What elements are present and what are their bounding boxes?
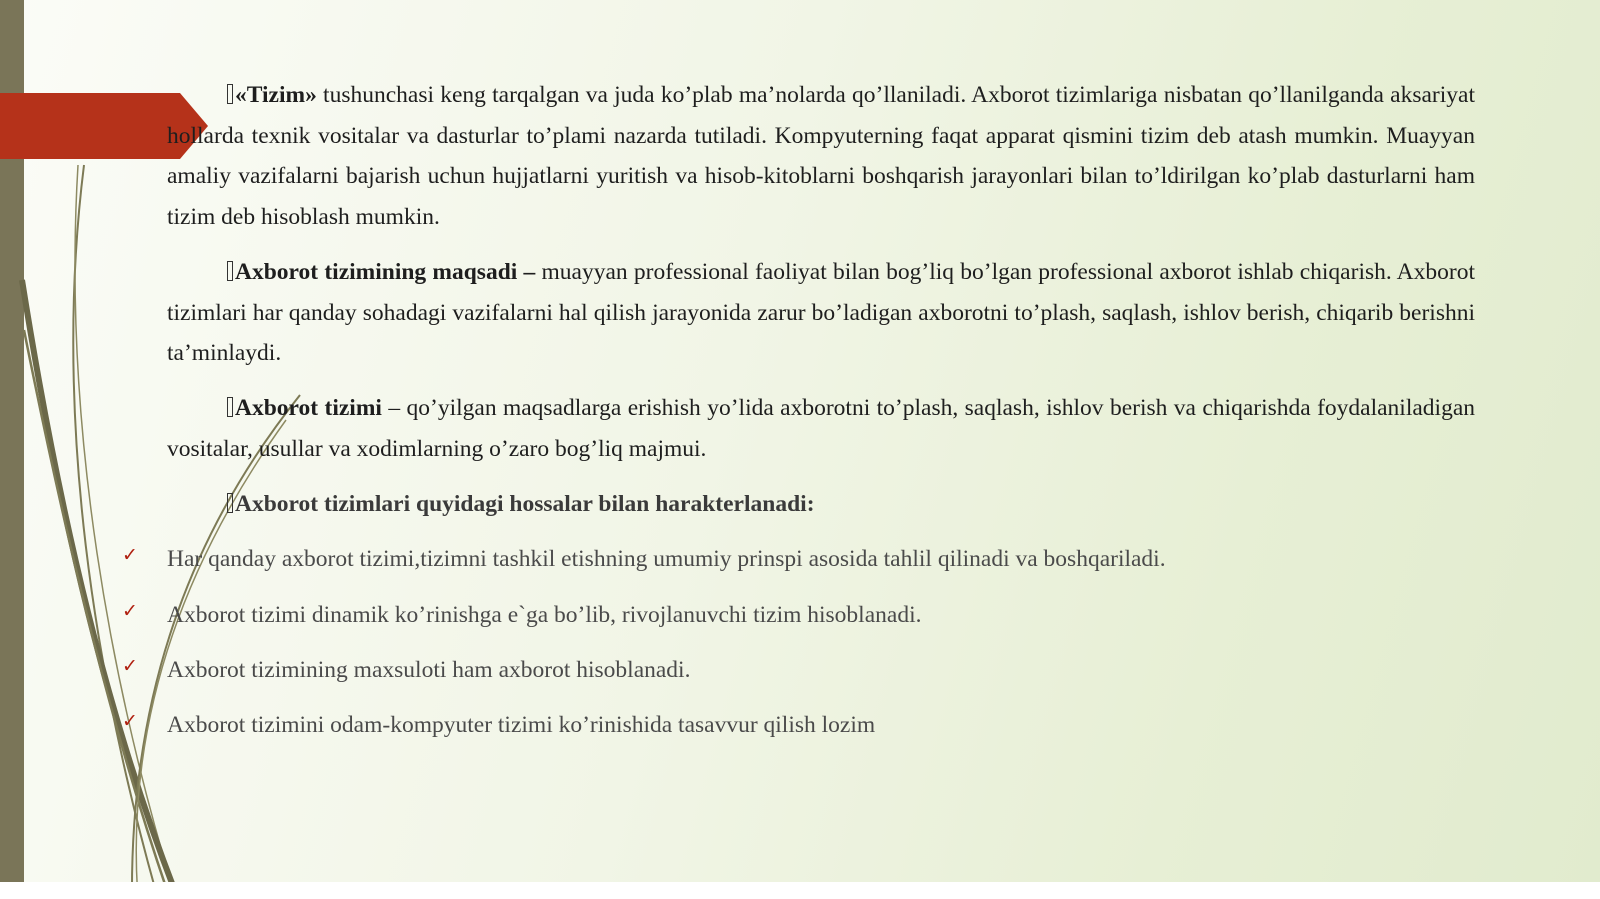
paragraph-text: muayyan professional faoliyat bilan bog’liq bo’lgan professional axborot ishlab chiqarish. Axborot tizimlari har qanday sohadagi vazifalarni hal qilish jarayonida zarur bo’ladigan axborotni to’plash, saqlash, ishlov berish, chiqarib berishni ta’minlaydi. bbox=[167, 259, 1475, 366]
check-icon: ✓ bbox=[122, 710, 138, 732]
missing-glyph-box-icon bbox=[227, 493, 233, 513]
paragraph-text: – qo’yilgan maqsadlarga erishish yo’lida axborotni to’plash, saqlash, ishlov berish va chiqarishda foydalaniladigan vositalar, usullar va xodimlarning o’zaro bog’liq majmui. bbox=[167, 395, 1476, 462]
paragraph-tizim bbox=[167, 75, 1475, 237]
missing-glyph-box-icon bbox=[227, 261, 233, 281]
check-icon: ✓ bbox=[122, 600, 138, 622]
check-icon: ✓ bbox=[122, 544, 138, 566]
list-item-text: Axborot tizimining maxsuloti ham axborot hisoblanadi. bbox=[167, 657, 691, 683]
paragraph-axborot-tizimi bbox=[167, 388, 1475, 469]
list-item-text: Axborot tizimini odam-kompyuter tizimi ko’rinishida tasavvur qilish lozim bbox=[167, 712, 876, 738]
list-item-text: Har qanday axborot tizimi,tizimni tashkil etishning umumiy prinspi asosida tahlil qilinadi va boshqariladi. bbox=[167, 546, 1166, 572]
list-item-text: Axborot tizimi dinamik ko’rinishga e`ga bo’lib, rivojlanuvchi tizim hisoblanadi. bbox=[167, 602, 922, 628]
heading-text: Axborot tizimlari quyidagi hossalar bilan harakterlanadi: bbox=[235, 491, 815, 517]
bottom-strip bbox=[0, 882, 1600, 899]
term-axborot-tizimi: Axborot tizimi bbox=[235, 395, 382, 421]
paragraph-hossalar-heading bbox=[167, 484, 1475, 525]
missing-glyph-box-icon bbox=[227, 84, 233, 104]
term-tizim: «Tizim» bbox=[235, 82, 317, 108]
paragraph-maqsad bbox=[167, 252, 1475, 374]
check-icon: ✓ bbox=[122, 655, 138, 677]
paragraph-text: tushunchasi keng tarqalgan va juda ko’plab ma’nolarda qo’llaniladi. Axborot tizimlariga nisbatan qo’llanilganda aksariyat hollarda texnik vositalar va dasturlar to’plami nazarda tutiladi. Kompyuterning faqat apparat qismini tizim deb atash mumkin. Muayyan amaliy vazifalarni bajarish uchun hujjatlarni yuritish va hisob-kitoblarni boshqarish jarayonlari bilan to’ldirilgan ko’plab dasturlarni ham tizim deb hisoblash mumkin. bbox=[167, 82, 1475, 230]
term-maqsad: Axborot tizimining maqsadi – bbox=[235, 259, 536, 285]
missing-glyph-box-icon bbox=[227, 397, 233, 417]
